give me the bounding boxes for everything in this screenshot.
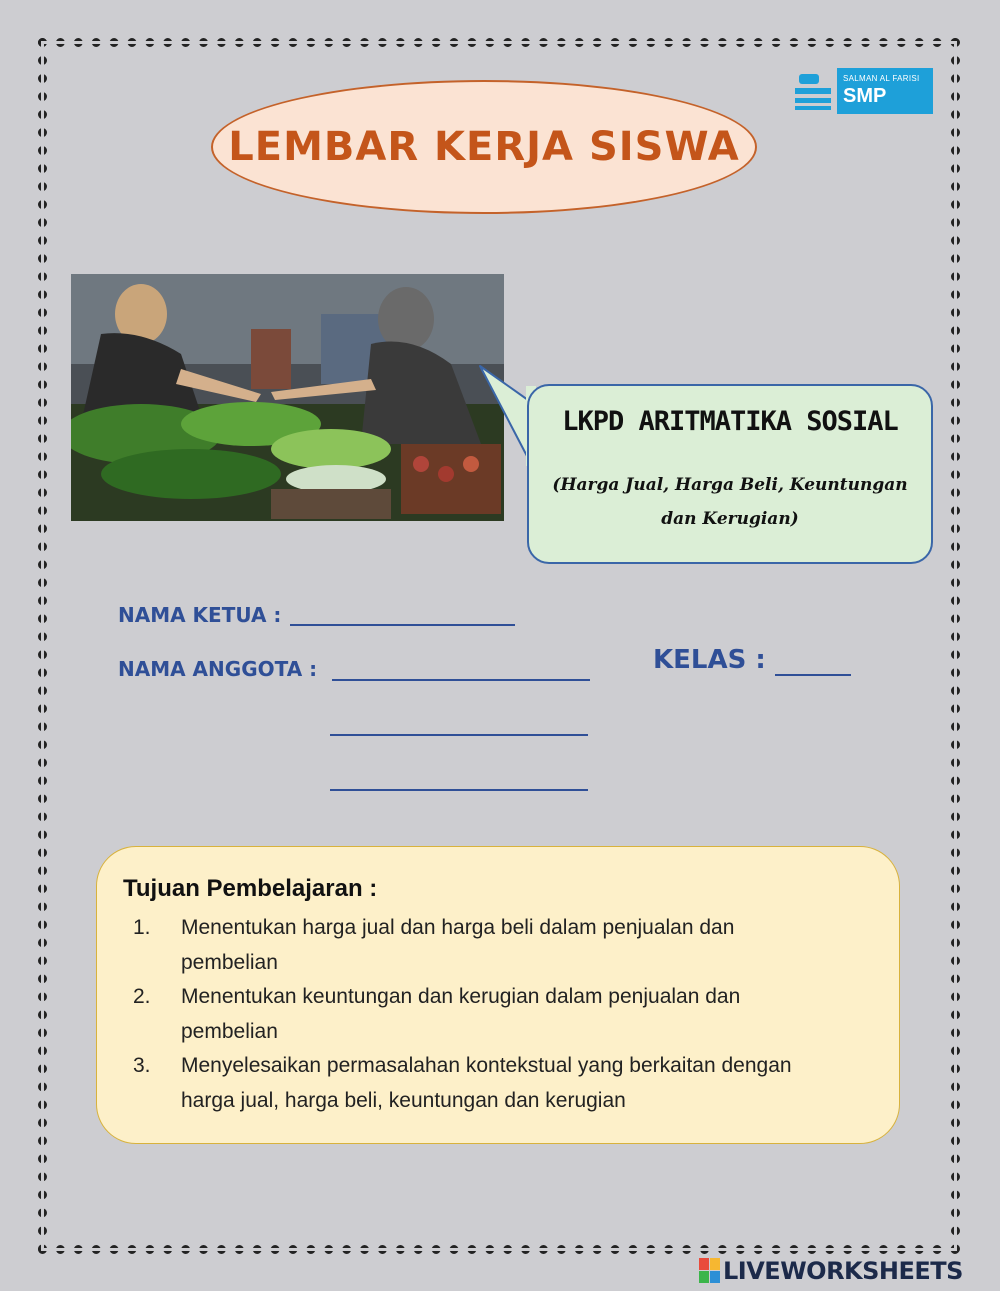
member-name-field-2[interactable] <box>330 734 588 736</box>
list-item-number: 1. <box>133 916 151 939</box>
member-name-field-1[interactable] <box>332 679 590 681</box>
school-logo <box>795 68 933 114</box>
learning-goals-list <box>133 911 853 1118</box>
topic-bubble <box>527 384 933 564</box>
member-name-field-3[interactable] <box>330 789 588 791</box>
logo-badge <box>837 68 933 114</box>
logo-school-name: SALMAN AL FARISI <box>843 74 920 83</box>
list-item <box>133 911 853 980</box>
title-banner <box>211 80 757 214</box>
list-item-number: 3. <box>133 1054 151 1077</box>
learning-goals-title: Tujuan Pembelajaran : <box>123 875 378 902</box>
list-item-number: 2. <box>133 985 151 1008</box>
class-label: KELAS : <box>653 645 766 675</box>
list-item <box>133 1049 853 1118</box>
market-photo <box>71 274 504 521</box>
list-item <box>133 980 853 1049</box>
leader-label: NAMA KETUA : <box>118 603 282 627</box>
list-item-text: Menyelesaikan permasalahan kontekstual yang berkaitan dengan <box>181 1054 792 1077</box>
learning-goals-box <box>96 846 900 1144</box>
liveworksheets-icon <box>699 1258 721 1284</box>
class-field[interactable] <box>775 674 851 676</box>
book-icon <box>795 68 835 114</box>
liveworksheets-brand: LIVEWORKSHEETS <box>723 1257 963 1285</box>
members-label: NAMA ANGGOTA : <box>118 657 318 681</box>
topic-title: LKPD ARITMATIKA SOSIAL <box>562 406 898 437</box>
list-item-text: harga jual, harga beli, keuntungan dan kerugian <box>181 1088 626 1112</box>
liveworksheets-logo[interactable] <box>699 1257 995 1285</box>
list-item-text: Menentukan harga jual dan harga beli dalam penjualan dan <box>181 916 735 939</box>
topic-subtitle-line2: dan Kerugian) <box>661 509 799 529</box>
list-item-text: Menentukan keuntungan dan kerugian dalam penjualan dan <box>181 985 741 1008</box>
topic-subtitle-line1: (Harga Jual, Harga Beli, Keuntungan <box>552 475 908 495</box>
list-item-text: pembelian <box>181 950 278 974</box>
list-item-text: pembelian <box>181 1019 278 1043</box>
topic-subtitle <box>543 468 917 536</box>
logo-level: SMP <box>843 85 887 107</box>
leader-name-field[interactable] <box>290 624 515 626</box>
page-title: LEMBAR KERJA SISWA <box>228 124 740 170</box>
